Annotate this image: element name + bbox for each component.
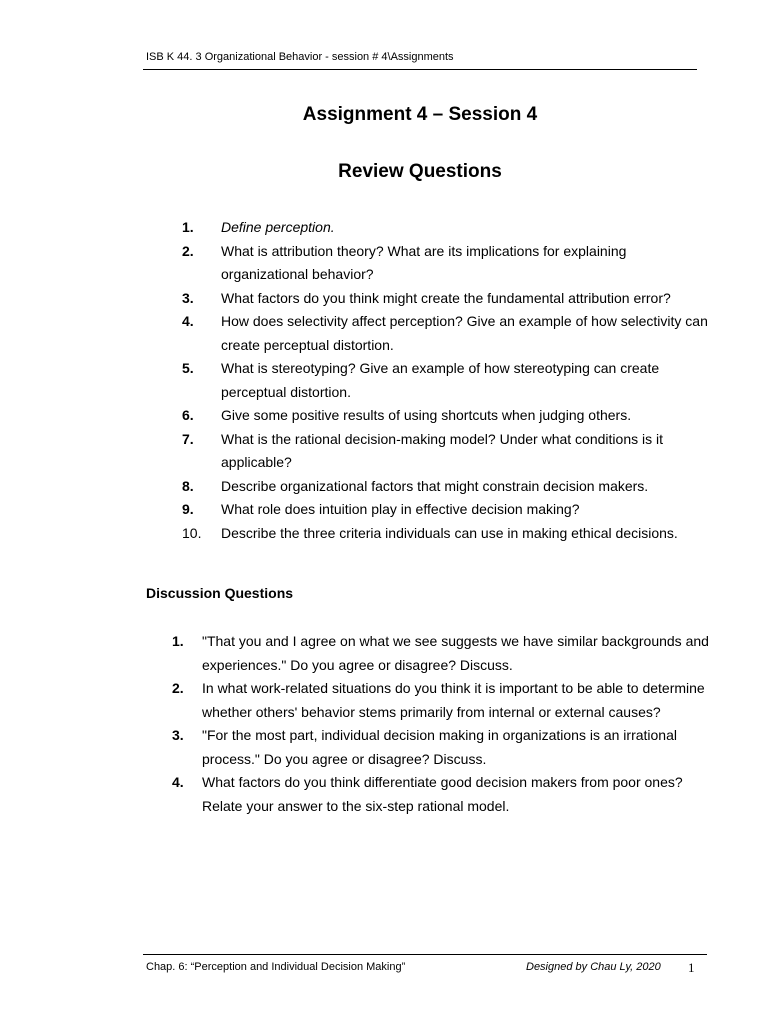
- question-text: What is stereotyping? Give an example of how stereotyping can create perceptual distortion.: [221, 360, 660, 400]
- question-number: 9.: [182, 501, 194, 517]
- footer-rule: [143, 954, 707, 955]
- question-text: In what work-related situations do you think it is important to be able to determine whether others' behavior stems primarily from internal or external causes?: [202, 680, 705, 720]
- question-text: "For the most part, individual decision making in organizations is an irrational process." Do you agree or disagree? Discuss.: [202, 727, 677, 767]
- question-text: Describe the three criteria individuals can use in making ethical decisions.: [221, 524, 678, 541]
- header-rule: [143, 69, 697, 70]
- question-number: 7.: [182, 430, 194, 447]
- list-item: [182, 498, 712, 522]
- list-item: [182, 522, 712, 546]
- list-item: [182, 216, 712, 240]
- assignment-title: Assignment 4 – Session 4: [302, 104, 538, 125]
- question-text: What factors do you think might create the fundamental attribution error?: [221, 289, 671, 306]
- list-item: [182, 240, 712, 287]
- question-number: 4.: [172, 774, 184, 790]
- page-number: 1: [688, 960, 695, 975]
- question-number: 2.: [182, 242, 194, 259]
- question-number: 6.: [182, 407, 194, 423]
- question-text: What factors do you think differentiate good decision makers from poor ones? Relate your answer to the six-step rational model.: [202, 774, 683, 814]
- question-number: 4.: [182, 313, 194, 329]
- question-text: How does selectivity affect perception? Give an example of how selectivity can create perceptual distortion.: [221, 313, 708, 353]
- list-item: [182, 404, 712, 428]
- list-item: [172, 630, 712, 677]
- review-questions-list: [182, 216, 712, 545]
- discussion-questions-list: [172, 630, 712, 818]
- question-text: Define perception.: [221, 219, 335, 235]
- question-number: 2.: [172, 680, 184, 696]
- question-number: 10.: [182, 524, 202, 541]
- discussion-questions-heading: Discussion Questions: [146, 585, 294, 601]
- question-number: 3.: [182, 289, 194, 306]
- question-text: "That you and I agree on what we see suggests we have similar backgrounds and experiences." Do you agree or disagree? Discuss.: [202, 633, 709, 673]
- question-number: 5.: [182, 360, 194, 376]
- question-text: Give some positive results of using shortcuts when judging others.: [221, 407, 632, 423]
- question-number: 1.: [182, 219, 194, 235]
- list-item: [172, 677, 712, 724]
- question-number: 3.: [172, 727, 184, 743]
- footer-credit: Designed by Chau Ly, 2020: [526, 961, 661, 973]
- question-number: 8.: [182, 477, 194, 494]
- list-item: [182, 287, 712, 311]
- question-text: Describe organizational factors that might constrain decision makers.: [221, 477, 649, 494]
- question-text: What is attribution theory? What are its implications for explaining organizational behavior?: [221, 242, 627, 282]
- list-item: [182, 475, 712, 499]
- list-item: [182, 357, 712, 404]
- question-number: 1.: [172, 633, 184, 649]
- list-item: [172, 771, 712, 818]
- review-questions-heading: Review Questions: [338, 161, 502, 182]
- footer-chapter-title: Chap. 6: “Perception and Individual Decision Making”: [146, 961, 406, 973]
- question-text: What is the rational decision-making model? Under what conditions is it applicable?: [221, 430, 663, 470]
- list-item: [182, 428, 712, 475]
- list-item: [182, 310, 712, 357]
- page-header: ISB K 44. 3 Organizational Behavior - session # 4\Assignments: [146, 51, 454, 63]
- question-text: What role does intuition play in effective decision making?: [221, 501, 580, 517]
- list-item: [172, 724, 712, 771]
